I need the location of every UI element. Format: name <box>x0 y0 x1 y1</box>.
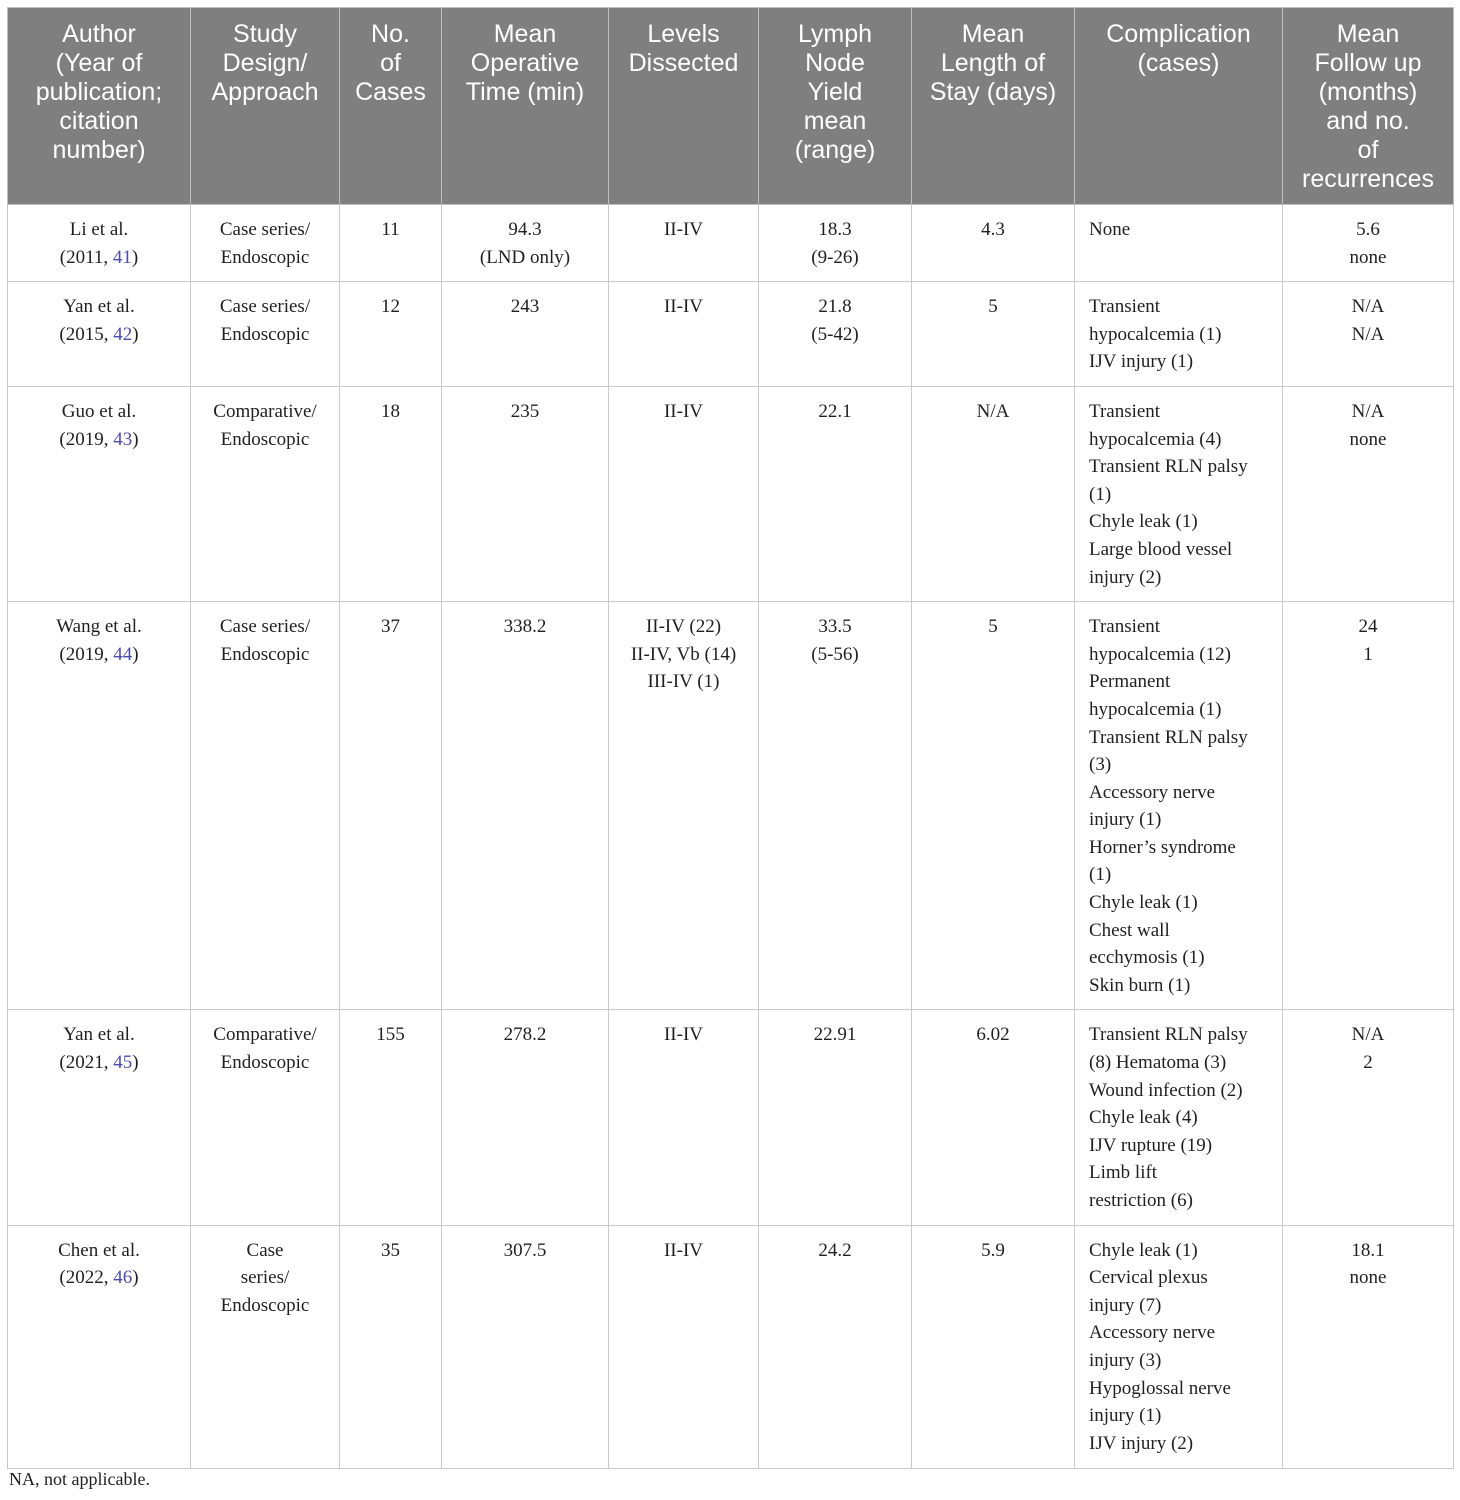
header-line: Follow up <box>1314 49 1422 77</box>
design-cell-line: series/ <box>240 1267 290 1289</box>
author-name: Wang et al. <box>56 616 142 638</box>
header-line: Time (min) <box>465 78 585 106</box>
levels-cell-line: II-IV, Vb (14) <box>630 643 737 665</box>
design-cell-line: Endoscopic <box>220 643 310 665</box>
header-line: Author <box>62 20 136 48</box>
complications-cell-line: Accessory nerve <box>1089 1322 1216 1344</box>
complications-cell-line: hypocalcemia (1) <box>1089 323 1222 345</box>
complications-cell-line: Permanent <box>1089 671 1171 693</box>
header-line: of <box>380 49 401 77</box>
yield-cell-line: 24.2 <box>818 1239 852 1261</box>
operative-time-cell-line: 307.5 <box>503 1239 547 1261</box>
yield-cell-line: (9-26) <box>811 246 859 268</box>
complications-cell-line: Chest wall <box>1089 919 1170 941</box>
footnote: NA, not applicable. <box>9 1469 150 1489</box>
author-name: Guo et al. <box>61 400 137 422</box>
year-close: ) <box>132 643 139 665</box>
column-header-operative-time <box>442 8 609 205</box>
table-row <box>8 282 1454 387</box>
year-text: (2019, <box>59 643 114 665</box>
complications-cell-line: IJV rupture (19) <box>1089 1134 1213 1156</box>
yield-cell-line: (5-56) <box>811 643 859 665</box>
complications-cell <box>1075 282 1283 387</box>
header-line: Mean <box>493 20 557 48</box>
operative-time-cell-line: 243 <box>510 296 540 318</box>
followup-cell <box>1283 386 1454 601</box>
complications-cell-line: Chyle leak (1) <box>1089 1239 1198 1261</box>
followup-cell <box>1283 1225 1454 1468</box>
complications-cell-line: IJV injury (1) <box>1089 351 1194 373</box>
stay-cell: 5.9 <box>912 1225 1075 1468</box>
year-text: (2011, <box>59 246 113 268</box>
levels-cell <box>609 386 759 601</box>
followup-cell-line: none <box>1349 246 1387 268</box>
author-year <box>16 1264 182 1292</box>
design-cell <box>191 386 340 601</box>
design-cell-line: Endoscopic <box>220 246 310 268</box>
header-line: Approach <box>211 78 319 106</box>
levels-cell-line: II-IV (22) <box>645 616 722 638</box>
complications-cell-line: injury (1) <box>1089 1405 1162 1427</box>
header-line: Dissected <box>628 49 739 77</box>
author-name: Chen et al. <box>58 1239 140 1261</box>
author-year <box>16 244 182 272</box>
complications-cell-line: Transient <box>1089 400 1161 422</box>
operative-time-cell <box>442 282 609 387</box>
operative-time-cell-line: 235 <box>510 400 540 422</box>
complications-cell-line: hypocalcemia (12) <box>1089 643 1231 665</box>
operative-time-cell <box>442 386 609 601</box>
complications-cell-line: (3) <box>1089 754 1112 776</box>
operative-time-cell-line: 94.3 <box>508 219 542 240</box>
year-text: (2022, <box>59 1267 114 1289</box>
complications-cell-line: Wound infection (2) <box>1089 1079 1243 1101</box>
yield-cell <box>759 1225 912 1468</box>
header-line: Operative <box>470 49 580 77</box>
stay-cell: 5 <box>912 282 1075 387</box>
complications-cell-line: restriction (6) <box>1089 1190 1193 1211</box>
operative-time-cell-line: 338.2 <box>503 616 547 638</box>
cases-cell: 12 <box>340 282 442 387</box>
cases-cell: 11 <box>340 205 442 282</box>
complications-cell-line: Transient RLN palsy <box>1089 456 1248 478</box>
followup-cell-line: none <box>1349 428 1387 450</box>
levels-cell <box>609 205 759 282</box>
stay-cell: 4.3 <box>912 205 1075 282</box>
operative-time-cell-line: 278.2 <box>503 1024 547 1046</box>
year-close: ) <box>132 1267 139 1289</box>
design-cell-line: Comparative/ <box>213 1024 317 1046</box>
complications-cell-line: Cervical plexus <box>1089 1267 1208 1289</box>
author-name: Li et al. <box>69 219 129 240</box>
header-line: Complication <box>1106 20 1251 48</box>
column-header-number-of-cases <box>340 8 442 205</box>
header-line: number) <box>52 136 146 164</box>
header-line: Design/ <box>222 49 308 77</box>
author-cell <box>8 1225 191 1468</box>
levels-cell <box>609 1010 759 1225</box>
column-header-levels-dissected <box>609 8 759 205</box>
column-header-length-of-stay <box>912 8 1075 205</box>
yield-cell-line: 33.5 <box>818 616 852 638</box>
header-line: Cases <box>355 78 426 106</box>
table-row <box>8 1010 1454 1225</box>
citation-link[interactable]: 45 <box>113 1052 133 1074</box>
author-name: Yan et al. <box>63 296 135 318</box>
yield-cell-line: 18.3 <box>818 219 852 240</box>
operative-time-cell <box>442 1225 609 1468</box>
cases-cell: 37 <box>340 602 442 1010</box>
complications-cell-line: Transient RLN palsy <box>1089 1024 1248 1046</box>
complications-cell-line: Transient RLN palsy <box>1089 726 1248 748</box>
design-cell <box>191 205 340 282</box>
header-line: (cases) <box>1137 49 1220 77</box>
year-close: ) <box>132 323 139 345</box>
complications-cell-line: ecchymosis (1) <box>1089 947 1205 969</box>
year-text: (2015, <box>59 323 114 345</box>
yield-cell <box>759 1010 912 1225</box>
column-header-complications <box>1075 8 1283 205</box>
followup-cell-line: none <box>1349 1267 1387 1289</box>
complications-cell-line: Hypoglossal nerve <box>1089 1377 1231 1399</box>
complications-cell-line: hypocalcemia (1) <box>1089 698 1222 720</box>
author-cell <box>8 386 191 601</box>
header-line: Mean <box>1336 20 1400 48</box>
citation-link[interactable]: 44 <box>113 643 133 665</box>
complications-cell-line: Transient <box>1089 616 1161 638</box>
levels-cell <box>609 282 759 387</box>
year-text: (2021, <box>59 1052 114 1074</box>
followup-cell-line: 1 <box>1363 643 1373 665</box>
author-cell <box>8 282 191 387</box>
followup-cell <box>1283 1010 1454 1225</box>
design-cell-line: Case series/ <box>219 616 311 638</box>
author-name: Yan et al. <box>63 1024 135 1046</box>
complications-cell <box>1075 1010 1283 1225</box>
table-body <box>8 205 1454 1469</box>
complications-cell-line: Horner’s syndrome <box>1089 836 1236 858</box>
levels-cell-line: II-IV <box>663 1024 704 1046</box>
complications-cell-line: injury (1) <box>1089 809 1162 831</box>
header-line: recurrences <box>1302 165 1434 193</box>
data-table <box>7 7 1454 1469</box>
design-cell-line: Endoscopic <box>220 428 310 450</box>
design-cell <box>191 1010 340 1225</box>
year-text: (2019, <box>59 428 114 450</box>
design-cell <box>191 1225 340 1468</box>
header-line: Levels <box>647 20 720 48</box>
yield-cell <box>759 386 912 601</box>
levels-cell <box>609 602 759 1010</box>
author-cell <box>8 1010 191 1225</box>
complications-cell <box>1075 1225 1283 1468</box>
complications-cell <box>1075 602 1283 1010</box>
year-close: ) <box>132 1052 139 1074</box>
design-cell-line: Endoscopic <box>220 1294 310 1316</box>
operative-time-cell <box>442 602 609 1010</box>
complications-cell-line: injury (2) <box>1089 566 1162 588</box>
citation-link[interactable]: 41 <box>112 246 132 268</box>
complications-cell-line: injury (3) <box>1089 1349 1162 1371</box>
table-row <box>8 1225 1454 1468</box>
author-year <box>16 426 182 454</box>
cases-cell: 18 <box>340 386 442 601</box>
complications-cell-line: IJV injury (2) <box>1089 1432 1194 1454</box>
complications-cell-line: injury (7) <box>1089 1294 1162 1316</box>
complications-cell-line: Accessory nerve <box>1089 781 1216 803</box>
author-year <box>16 1049 182 1077</box>
column-header-follow-up <box>1283 8 1454 205</box>
stay-cell: 5 <box>912 602 1075 1010</box>
complications-cell <box>1075 386 1283 601</box>
complications-cell <box>1075 205 1283 282</box>
header-line: Lymph <box>797 20 873 48</box>
followup-cell-line: 24 <box>1358 616 1378 638</box>
levels-cell-line: II-IV <box>663 219 704 240</box>
complications-cell-line: Limb lift <box>1089 1162 1158 1184</box>
yield-cell <box>759 282 912 387</box>
table-row <box>8 205 1454 282</box>
design-cell-line: Case series/ <box>219 296 311 318</box>
author-cell <box>8 205 191 282</box>
complications-cell-line: Chyle leak (1) <box>1089 511 1198 533</box>
complications-cell-line: Large blood vessel <box>1089 538 1233 560</box>
followup-cell-line: 2 <box>1363 1052 1373 1074</box>
yield-cell-line: 21.8 <box>818 296 852 318</box>
design-cell <box>191 282 340 387</box>
levels-cell <box>609 1225 759 1468</box>
complications-cell-line: Chyle leak (1) <box>1089 892 1198 914</box>
levels-cell-line: II-IV <box>663 1239 704 1261</box>
levels-cell-line: II-IV <box>663 400 704 422</box>
yield-cell-line: 22.1 <box>818 400 852 422</box>
column-header-study-design <box>191 8 340 205</box>
citation-link[interactable]: 46 <box>113 1267 133 1289</box>
complications-cell-line: Chyle leak (4) <box>1089 1107 1198 1129</box>
followup-cell <box>1283 205 1454 282</box>
header-line: Yield <box>807 78 863 106</box>
header-line: Study <box>233 20 297 48</box>
operative-time-cell-line: (LND only) <box>479 246 571 268</box>
complications-cell-line: (1) <box>1089 864 1112 886</box>
header-row <box>8 8 1454 205</box>
header-line: publication; <box>35 78 163 106</box>
cases-cell: 155 <box>340 1010 442 1225</box>
author-year <box>16 641 182 669</box>
header-line: mean <box>803 107 867 135</box>
followup-cell-line: 18.1 <box>1351 1239 1385 1261</box>
followup-cell-line: N/A <box>1351 1024 1385 1046</box>
header-line: Node <box>805 49 865 77</box>
header-line: Stay (days) <box>929 78 1057 106</box>
header-line: (Year of <box>55 49 143 77</box>
table-container <box>7 7 1454 1469</box>
yield-cell <box>759 205 912 282</box>
design-cell-line: Comparative/ <box>213 400 317 422</box>
design-cell-line: Endoscopic <box>220 323 310 345</box>
header-line: Length of <box>940 49 1046 77</box>
design-cell-line: Endoscopic <box>220 1052 310 1074</box>
header-line: (range) <box>794 136 876 164</box>
complications-cell-line: hypocalcemia (4) <box>1089 428 1222 450</box>
year-close: ) <box>132 428 139 450</box>
yield-cell <box>759 602 912 1010</box>
header-line: and no. <box>1326 107 1410 135</box>
header-line: of <box>1357 136 1379 164</box>
followup-cell-line: N/A <box>1351 296 1385 318</box>
table-row <box>8 602 1454 1010</box>
design-cell-line: Case <box>246 1239 284 1261</box>
followup-cell-line: 5.6 <box>1356 219 1380 240</box>
author-year <box>16 321 182 349</box>
followup-cell <box>1283 282 1454 387</box>
design-cell-line: Case series/ <box>219 219 311 240</box>
cases-cell: 35 <box>340 1225 442 1468</box>
complications-cell-line: (8) Hematoma (3) <box>1089 1052 1227 1074</box>
header-line: Mean <box>961 20 1025 48</box>
citation-link[interactable]: 42 <box>113 323 133 345</box>
column-header-lymph-node-yield <box>759 8 912 205</box>
yield-cell-line: 22.91 <box>813 1024 857 1046</box>
year-close: ) <box>131 246 139 268</box>
yield-cell-line: (5-42) <box>811 323 859 345</box>
levels-cell-line: III-IV (1) <box>647 671 720 693</box>
author-cell <box>8 602 191 1010</box>
design-cell <box>191 602 340 1010</box>
header-line: (months) <box>1318 78 1418 106</box>
stay-cell: N/A <box>912 386 1075 601</box>
complications-cell-line: (1) <box>1089 483 1112 505</box>
followup-cell-line: N/A <box>1351 400 1385 422</box>
table-row <box>8 386 1454 601</box>
operative-time-cell <box>442 1010 609 1225</box>
complications-cell-line: Skin burn (1) <box>1089 974 1191 996</box>
header-line: No. <box>371 20 410 48</box>
operative-time-cell <box>442 205 609 282</box>
followup-cell <box>1283 602 1454 1010</box>
citation-link[interactable]: 43 <box>113 428 133 450</box>
header-line: citation <box>59 107 139 135</box>
complications-cell-line: Transient <box>1089 296 1161 318</box>
stay-cell: 6.02 <box>912 1010 1075 1225</box>
complications-cell-line: None <box>1089 219 1131 240</box>
levels-cell-line: II-IV <box>663 296 704 318</box>
column-header-author <box>8 8 191 205</box>
followup-cell-line: N/A <box>1351 323 1385 345</box>
